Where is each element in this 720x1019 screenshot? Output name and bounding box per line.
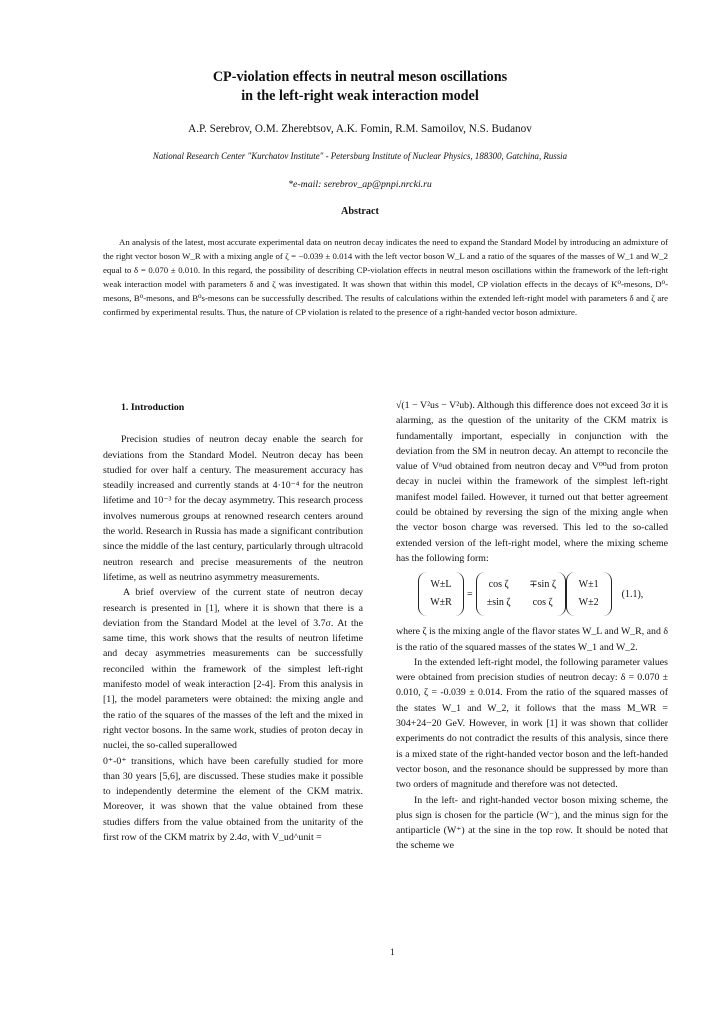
right-paragraph-1: √(1 − V²us − V²ub). Although this difference does not exceed 3σ it is alarming, as the question of the unitarity of the CKM matrix is fundamentally important, especially in conjunction with the deviation from the SM in neutron decay. An attempt to reconcile the value of Vⁿud obtained from neutron decay and V⁰⁰ud from proton decay in nuclei within the framework of the simplest left-right manifest model failed. However, it turned out that better agreement could be obtained by reversing the sign of the mixing angle when the vector boson charge was reversed. This led to the so-called extended version of the left-right model, where the mixing scheme has the following form: <box>396 400 668 564</box>
matrix-r1c1: cos ζ <box>488 579 509 591</box>
abstract-body: An analysis of the latest, most accurate experimental data on neutron decay indicates the need to expand the Standard Model by introducing an admixture of the right vector boson W_R with a mixing angle of ζ = −0.039 ± 0.014 with the left vector boson W_L and a ratio of the squares of the masses of W_1 and W_2 equal to δ = 0.070 ± 0.010. In this regard, the possibility of describing CP-violation effects in neutral meson oscillations within the framework of the left-right weak interaction model with parameters δ and ζ was investigated. It was shown that within this model, CP violation effects in the decays of K⁰-mesons, D⁰-mesons, B⁰-mesons, and B⁰s-mesons can be successfully described. The results of calculations within the extended left-right model with parameters δ and ζ are confirmed by experimental results. Thus, the nature of CP violation is related to the presence of a right-handed vector boson admixture. <box>103 237 668 318</box>
left-column <box>103 400 363 845</box>
rhs-bottom: W±2 <box>578 597 599 609</box>
mixing-matrix <box>476 572 566 616</box>
title-line-2: in the left-right weak interaction model <box>241 88 479 104</box>
email: *e-mail: serebrov_ap@pnpi.nrcki.ru <box>288 179 432 190</box>
affiliation: National Research Center "Kurchatov Institute" - Petersburg Institute of Nuclear Physics, 188300, Gatchina, Russia <box>152 151 568 161</box>
lhs-vector <box>418 572 464 616</box>
abstract-text <box>103 235 668 319</box>
lhs-bottom: W±R <box>430 597 452 609</box>
rhs-top: W±1 <box>578 579 599 591</box>
page-number: 1 <box>390 948 395 958</box>
right-paragraph-3: In the extended left-right model, the following parameter values were obtained from precision studies of neutron decay: δ = 0.070 ± 0.010, ζ = -0.039 ± 0.014. From the ratio of the squared masses of the states W_1 and W_2, it follows that the mass M_WR = 304+24−20 GeV. However, in work [1] it was shown that collider experiments do not contradict the results of this analysis, since there is a mixed state of the right-handed vector boson and the left-handed vector boson, and the resonance should be suppressed by more than two orders of magnitude and therefore was not detected. <box>396 656 668 791</box>
abstract-heading: Abstract <box>341 206 379 217</box>
paper-title <box>60 68 660 106</box>
right-paragraph-4: In the left- and right-handed vector boson mixing scheme, the plus sign is chosen for the particle (W⁻), and the minus sign for the antiparticle (W⁺) at the sine in the top row. It should be noted that the scheme we <box>396 794 668 852</box>
authors: A.P. Serebrov, O.M. Zherebtsov, A.K. Fomin, R.M. Samoilov, N.S. Budanov <box>188 123 532 135</box>
lhs-top: W±L <box>430 579 452 591</box>
intro-paragraph-3: 0⁺-0⁺ transitions, which have been carefully studied for more than 30 years [5,6], are discussed. These studies make it possible to independently determine the element of the CKM matrix. Moreover, it was shown that the value obtained from these studies differs from the value obtained from the unitarity of the first row of the CKM matrix by 2.4σ, with V_ud^unit = <box>103 755 363 844</box>
equals-sign: = <box>467 588 473 600</box>
intro-paragraph-2: A brief overview of the current state of neutron decay research is presented in [1], where it is shown that there is a deviation from the Standard Model at the level of 3.7σ. At the same time, this work shows that the results of neutron lifetime and decay asymmetries measurements can be successfully reconciled within the framework of the simplest left-right manifesto model of weak interaction [2-4]. From this analysis in [1], the model parameters were obtained: the mixing angle and the ratio of the squares of the masses of the left and the mixed in right vector bosons. In the same work, studies of proton decay in nuclei, the so-called superallowed <box>103 587 363 752</box>
equation-number: (1.1), <box>621 588 644 600</box>
right-column <box>396 398 668 854</box>
section-heading: 1. Introduction <box>121 402 185 413</box>
right-paragraph-2: where ζ is the mixing angle of the flavor states W_L and W_R, and δ is the ratio of the squared masses of the states W_1 and W_2. <box>396 626 668 653</box>
matrix-r2c2: cos ζ <box>532 597 553 609</box>
matrix-r2c1: ±sin ζ <box>486 597 511 609</box>
matrix-r1c2: ∓sin ζ <box>529 579 556 591</box>
mixing-matrix-equation <box>418 570 668 618</box>
intro-paragraph-1: Precision studies of neutron decay enable the search for deviations from the Standard Model. Neutron decay has been studied for over half a century. The measurement accuracy has steadily increased and currently stands at 4·10⁻⁴ for the neutron lifetime and 10⁻³ for the decay asymmetry. This research process involves numerous groups at renowned research centers around the world. Research in Russia has made a significant contribution since the middle of the last century, particularly through ultracold neutron research and precise measurements of the neutron lifetime, as well as neutrino asymmetry measurements. <box>103 434 363 583</box>
rhs-vector <box>566 572 612 616</box>
title-line-1: CP-violation effects in neutral meson oscillations <box>212 69 508 85</box>
